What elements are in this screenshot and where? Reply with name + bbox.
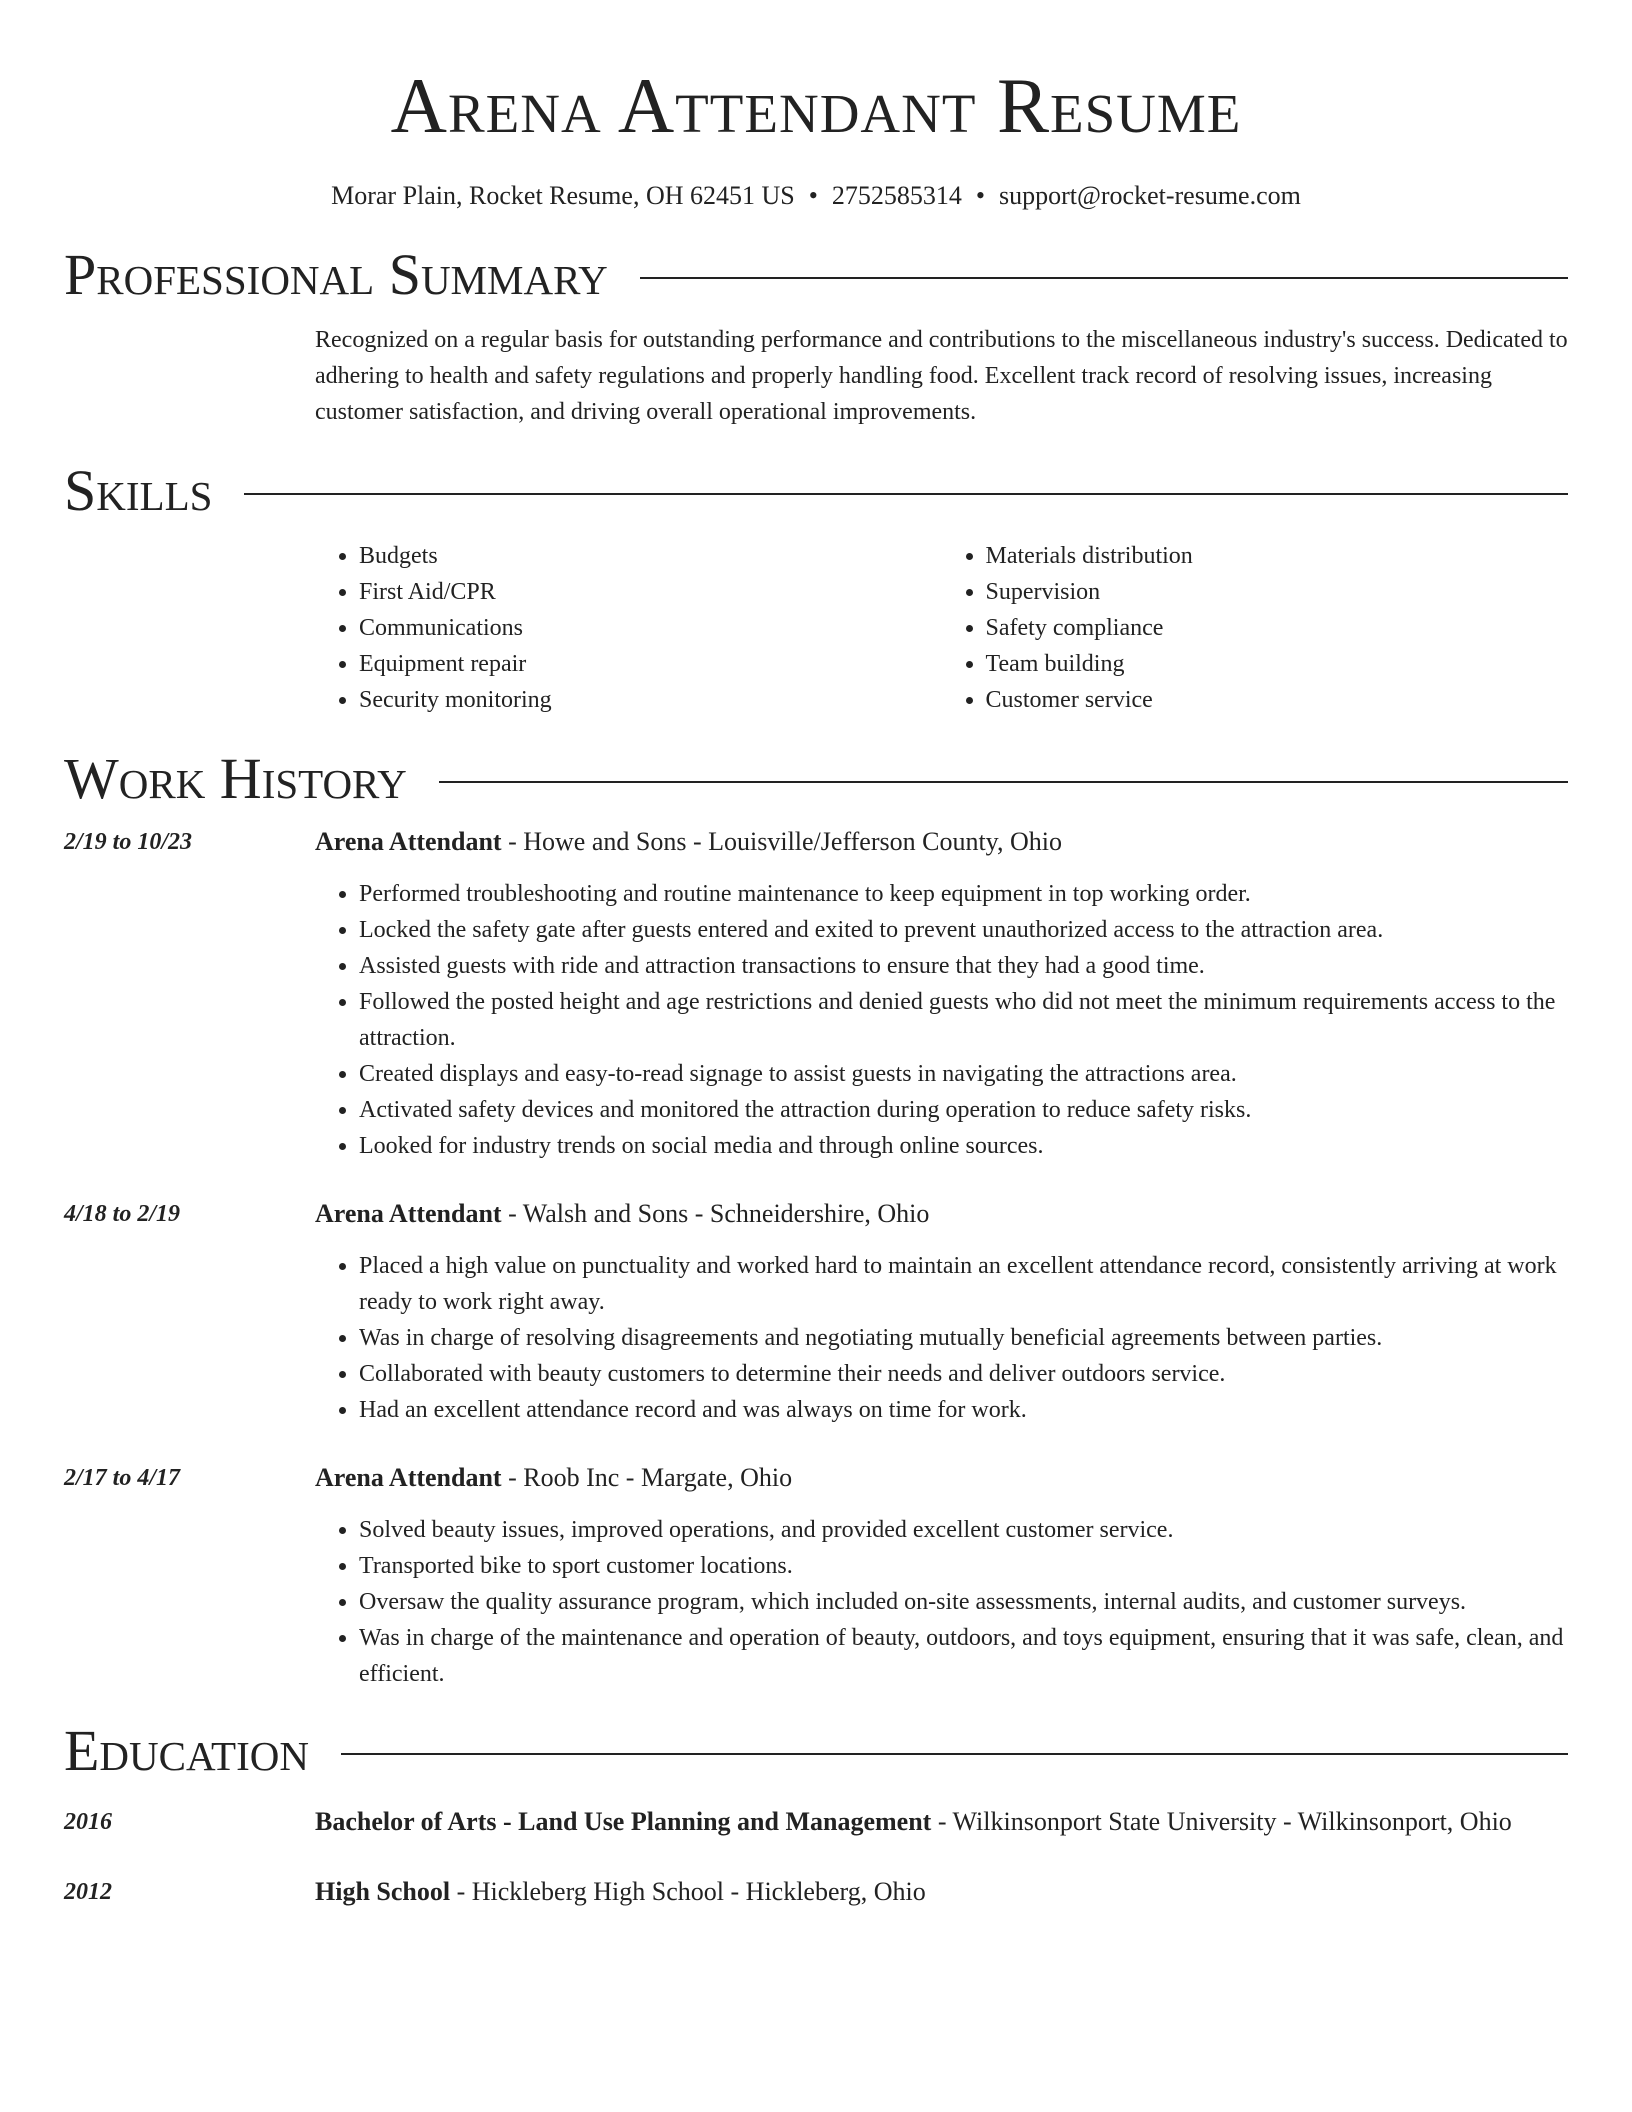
skill-item: • Supervision [986, 574, 1569, 610]
section-divider [244, 493, 1568, 495]
summary-section-header [64, 244, 1568, 306]
job-bullet: • Performed troubleshooting and routine maintenance to keep equipment in top working order. [359, 876, 1568, 912]
section-divider [439, 781, 1568, 783]
job-entry [64, 1196, 1568, 1428]
job-bullet: • Oversaw the quality assurance program, which included on-site assessments, internal audits, and customer surveys. [359, 1584, 1568, 1620]
job-bullet: • Created displays and easy-to-read signage to assist guests in navigating the attractions area. [359, 1056, 1568, 1092]
job-details: - Walsh and Sons - Schneidershire, Ohio [501, 1199, 930, 1228]
job-bullet: • Followed the posted height and age restrictions and denied guests who did not meet the minimum requirements access to the attraction. [359, 984, 1568, 1056]
job-bullet: • Activated safety devices and monitored the attraction during operation to reduce safety risks. [359, 1092, 1568, 1128]
job-bullets [315, 876, 1568, 1164]
job-bullets [315, 1248, 1568, 1428]
skill-item: • Equipment repair [359, 646, 942, 682]
skill-item: • Customer service [986, 682, 1569, 718]
summary-text: Recognized on a regular basis for outstanding performance and contributions to the miscellaneous industry's success. Dedicated to adhering to health and safety regulations and properly handling food. Excellent track record of resolving issues, increasing customer satisfaction, and driving overall operational improvements. [315, 327, 1568, 425]
skills-section-header [64, 460, 1568, 522]
skills-list [315, 538, 1568, 718]
job-title: Arena Attendant [315, 1199, 502, 1228]
job-bullet: • Assisted guests with ride and attraction transactions to ensure that they had a good time. [359, 948, 1568, 984]
education-entry [64, 1804, 1568, 1840]
work-section-header [64, 748, 1568, 810]
skill-item: • Communications [359, 610, 942, 646]
job-bullets [315, 1512, 1568, 1692]
separator: • [975, 181, 985, 210]
degree: Bachelor of Arts - Land Use Planning and Management [315, 1807, 932, 1836]
skill-item: • Safety compliance [986, 610, 1569, 646]
skill-item: • Team building [986, 646, 1569, 682]
section-title: Work History [64, 746, 407, 811]
resume-title: Arena Attendant Resume [390, 62, 1242, 149]
skills-column-left [315, 538, 942, 718]
job-bullet: • Looked for industry trends on social media and through online sources. [359, 1128, 1568, 1164]
skill-item: • Budgets [359, 538, 942, 574]
email: support@rocket-resume.com [998, 181, 1301, 210]
job-bullet: • Had an excellent attendance record and was always on time for work. [359, 1392, 1568, 1428]
section-divider [640, 277, 1568, 279]
job-dates: 2/19 to 10/23 [64, 829, 193, 855]
education-year: 2016 [64, 1809, 112, 1835]
job-title: Arena Attendant [315, 1463, 502, 1492]
school-details: - Wilkinsonport State University - Wilkinsonport, Ohio [931, 1807, 1512, 1836]
skill-item: • Security monitoring [359, 682, 942, 718]
section-title: Skills [64, 458, 213, 523]
job-details: - Howe and Sons - Louisville/Jefferson County, Ohio [501, 827, 1062, 856]
job-bullet: • Collaborated with beauty customers to determine their needs and deliver outdoors service. [359, 1356, 1568, 1392]
job-title: Arena Attendant [315, 827, 502, 856]
address: Morar Plain, Rocket Resume, OH 62451 US [331, 181, 795, 210]
job-bullet: • Transported bike to sport customer locations. [359, 1548, 1568, 1584]
section-title: Professional Summary [64, 242, 608, 307]
section-divider [341, 1753, 1568, 1755]
phone: 2752585314 [831, 181, 962, 210]
job-details: - Roob Inc - Margate, Ohio [501, 1463, 793, 1492]
skills-column-right [942, 538, 1569, 718]
education-year: 2012 [64, 1879, 112, 1905]
job-bullet: • Solved beauty issues, improved operations, and provided excellent customer service. [359, 1512, 1568, 1548]
job-bullet: • Was in charge of resolving disagreements and negotiating mutually beneficial agreements between parties. [359, 1320, 1568, 1356]
job-bullet: • Placed a high value on punctuality and worked hard to maintain an excellent attendance record, consistently arriving at work ready to work right away. [359, 1248, 1568, 1320]
skill-item: • First Aid/CPR [359, 574, 942, 610]
section-title: Education [64, 1718, 309, 1783]
job-bullet: • Locked the safety gate after guests entered and exited to prevent unauthorized access to the attraction area. [359, 912, 1568, 948]
education-section-header [64, 1720, 1568, 1782]
degree: High School [315, 1877, 451, 1906]
job-bullet: • Was in charge of the maintenance and operation of beauty, outdoors, and toys equipment, ensuring that it was safe, clean, and efficient. [359, 1620, 1568, 1692]
job-dates: 2/17 to 4/17 [64, 1465, 181, 1491]
summary-body [315, 322, 1568, 430]
skill-item: • Materials distribution [986, 538, 1569, 574]
education-entry [64, 1874, 1568, 1910]
job-entry [64, 824, 1568, 1164]
job-dates: 4/18 to 2/19 [64, 1201, 181, 1227]
separator: • [808, 181, 818, 210]
contact-line [64, 180, 1568, 212]
job-entry [64, 1460, 1568, 1692]
school-details: - Hickleberg High School - Hickleberg, Ohio [450, 1877, 926, 1906]
